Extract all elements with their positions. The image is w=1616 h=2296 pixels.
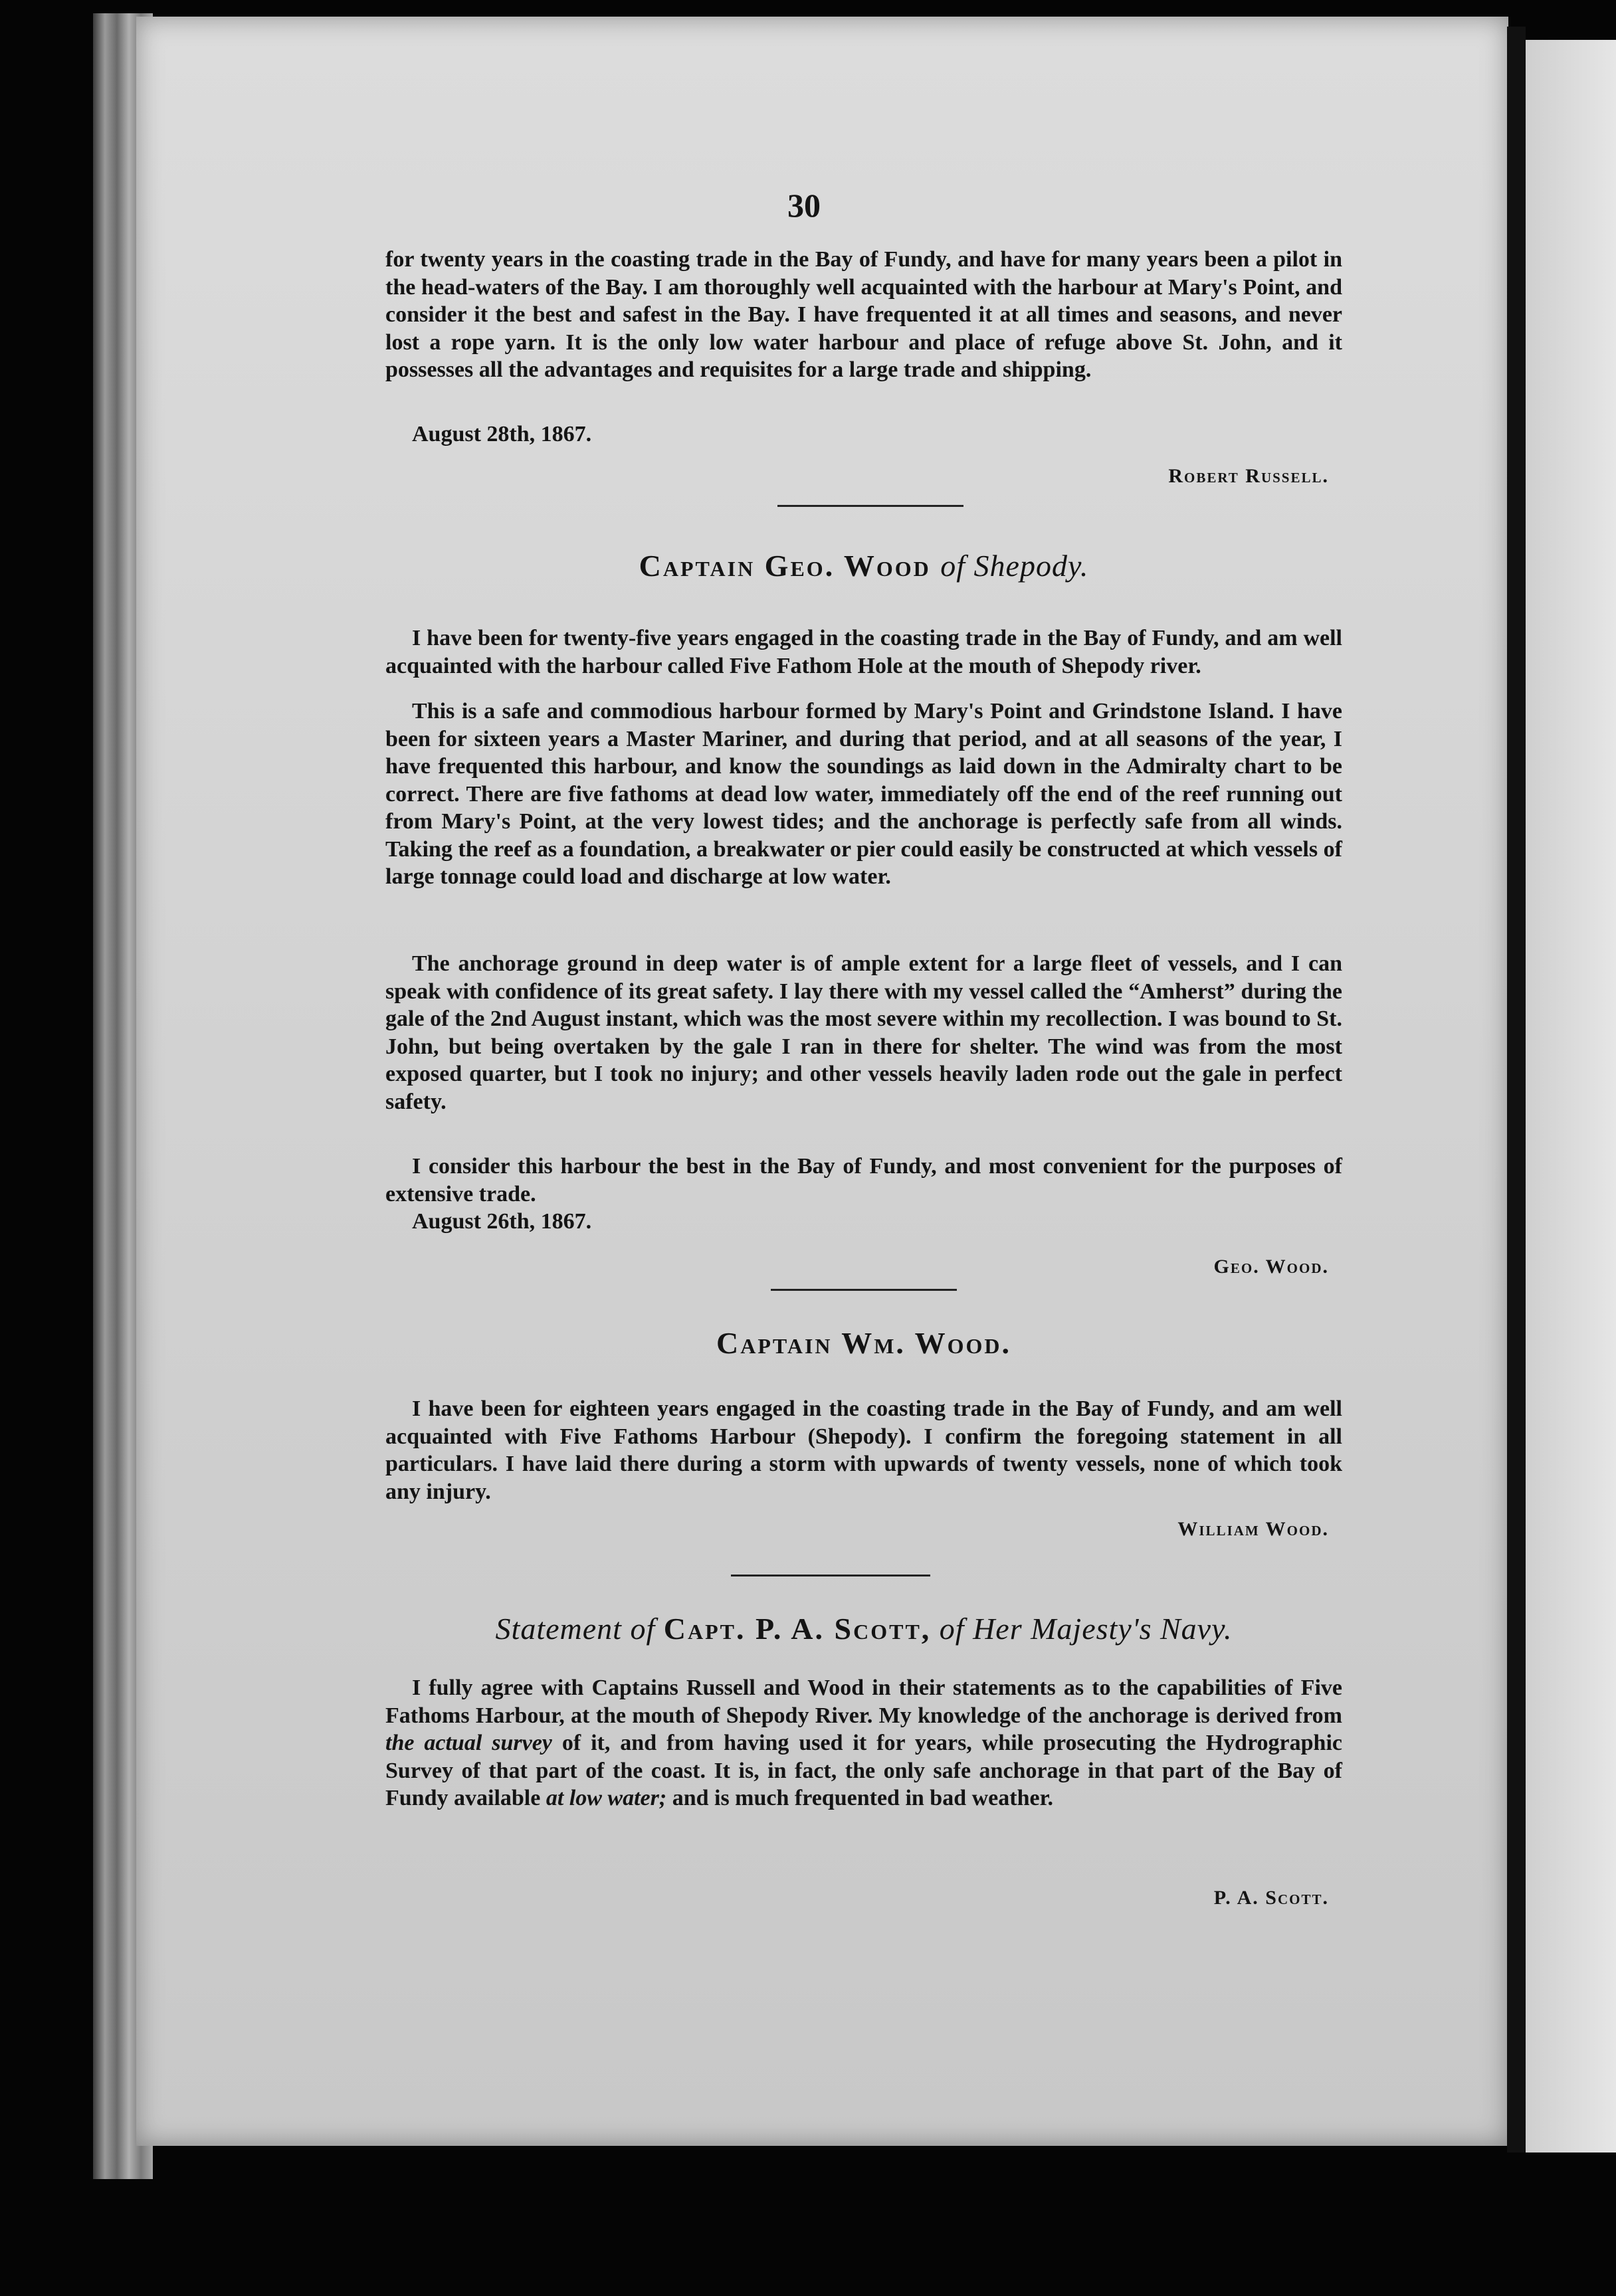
geo-wood-paragraph-4: I consider this harbour the best in the Bay of Fundy, and most convenient for the purposes of extensive trade.	[385, 1154, 1342, 1206]
book-gutter	[1507, 27, 1526, 2152]
geo-wood-paragraph-3: The anchorage ground in deep water is of ample extent for a large fleet of vessels, and I can speak with confidence of its great safety. I lay there with my vessel called the “Amherst” during the gale of the 2nd August instant, which was the most severe within my recollection. I was bound to St. John, but being overtaken by the gale I ran in there for shelter. The wind was from the most exposed quarter, but I took no injury; and other vessels heavily laden rode out the gale in perfect safety.	[385, 951, 1342, 1114]
scott-signature: P. A. Scott.	[1213, 1887, 1329, 1909]
geo-wood-paragraph-1: I have been for twenty-five years engaged in the coasting trade in the Bay of Fundy, and am well acquainted with the harbour called Five Fathom Hole at the mouth of Shepody river.	[385, 626, 1342, 678]
facing-page-edge	[1526, 40, 1616, 2152]
scott-heading-tail: of Her Majesty's Navy.	[939, 1612, 1233, 1646]
scott-body	[385, 1674, 1342, 1812]
scott-heading	[385, 1611, 1342, 1646]
page-number: 30	[787, 187, 821, 224]
wm-wood-heading: Captain Wm. Wood.	[716, 1326, 1011, 1360]
geo-wood-heading	[385, 548, 1342, 583]
geo-wood-signature: Geo. Wood.	[1213, 1256, 1329, 1278]
geo-wood-heading-name: Captain Geo. Wood	[639, 549, 931, 583]
scott-heading-lead: Statement of	[495, 1612, 656, 1646]
russell-statement-date: August 28th, 1867.	[412, 422, 592, 446]
scott-body-part-1: I fully agree with Captains Russell and Wood in their statements as to the capabilities of Five Fathoms Harbour, at the mouth of Shepody River. My knowledge of the anchorage is derived from	[385, 1675, 1342, 1728]
wm-wood-signature: William Wood.	[1177, 1518, 1329, 1540]
scott-body-part-2: of it, and from having used it for years, while prosecuting the Hydrographic Survey of that part of the coast. It is, in fact, the only safe anchorage in that part of the Bay of Fundy available	[385, 1731, 1343, 1810]
scott-body-emphasis-1: the actual survey	[385, 1731, 552, 1755]
geo-wood-date: August 26th, 1867.	[412, 1209, 592, 1234]
wm-wood-body: I have been for eighteen years engaged in the coasting trade in the Bay of Fundy, and am well acquainted with Five Fathoms Harbour (Shepody). I confirm the foregoing statement in all particulars. I have laid there during a storm with upwards of twenty vessels, none of which took any injury.	[385, 1396, 1342, 1504]
geo-wood-paragraph-2: This is a safe and commodious harbour formed by Mary's Point and Grindstone Island. I have been for sixteen years a Master Mariner, and during that period, and at all seasons of the year, I have frequented this harbour, and know the soundings as laid down in the Admiralty chart to be correct. There are five fathoms at dead low water, immediately off the end of the reef running out from Mary's Point, at the very lowest tides; and the anchorage is perfectly safe from all winds. Taking the reef as a foundation, a breakwater or pier could easily be constructed at which vessels of large tonnage could load and discharge at low water.	[385, 699, 1342, 889]
scott-body-emphasis-2: at low water;	[546, 1786, 667, 1810]
russell-signature: Robert Russell.	[1168, 465, 1329, 487]
russell-statement-body: for twenty years in the coasting trade in the Bay of Fundy, and have for many years been a pilot in the head-waters of the Bay. I am thoroughly well acquainted with the harbour at Mary's Point, and consider it the best and safest in the Bay. I have frequented it at all times and seasons, and never lost a rope yarn. It is the only low water harbour and place of refuge above St. John, and it possesses all the advantages and requisites for a large trade and shipping.	[385, 247, 1342, 382]
scott-body-part-3: and is much frequented in bad weather.	[672, 1786, 1054, 1810]
scott-heading-name: Capt. P. A. Scott,	[663, 1612, 932, 1646]
geo-wood-heading-place: of Shepody.	[940, 549, 1089, 583]
section-divider	[771, 1289, 957, 1291]
section-divider	[731, 1575, 930, 1577]
section-divider	[777, 505, 963, 507]
